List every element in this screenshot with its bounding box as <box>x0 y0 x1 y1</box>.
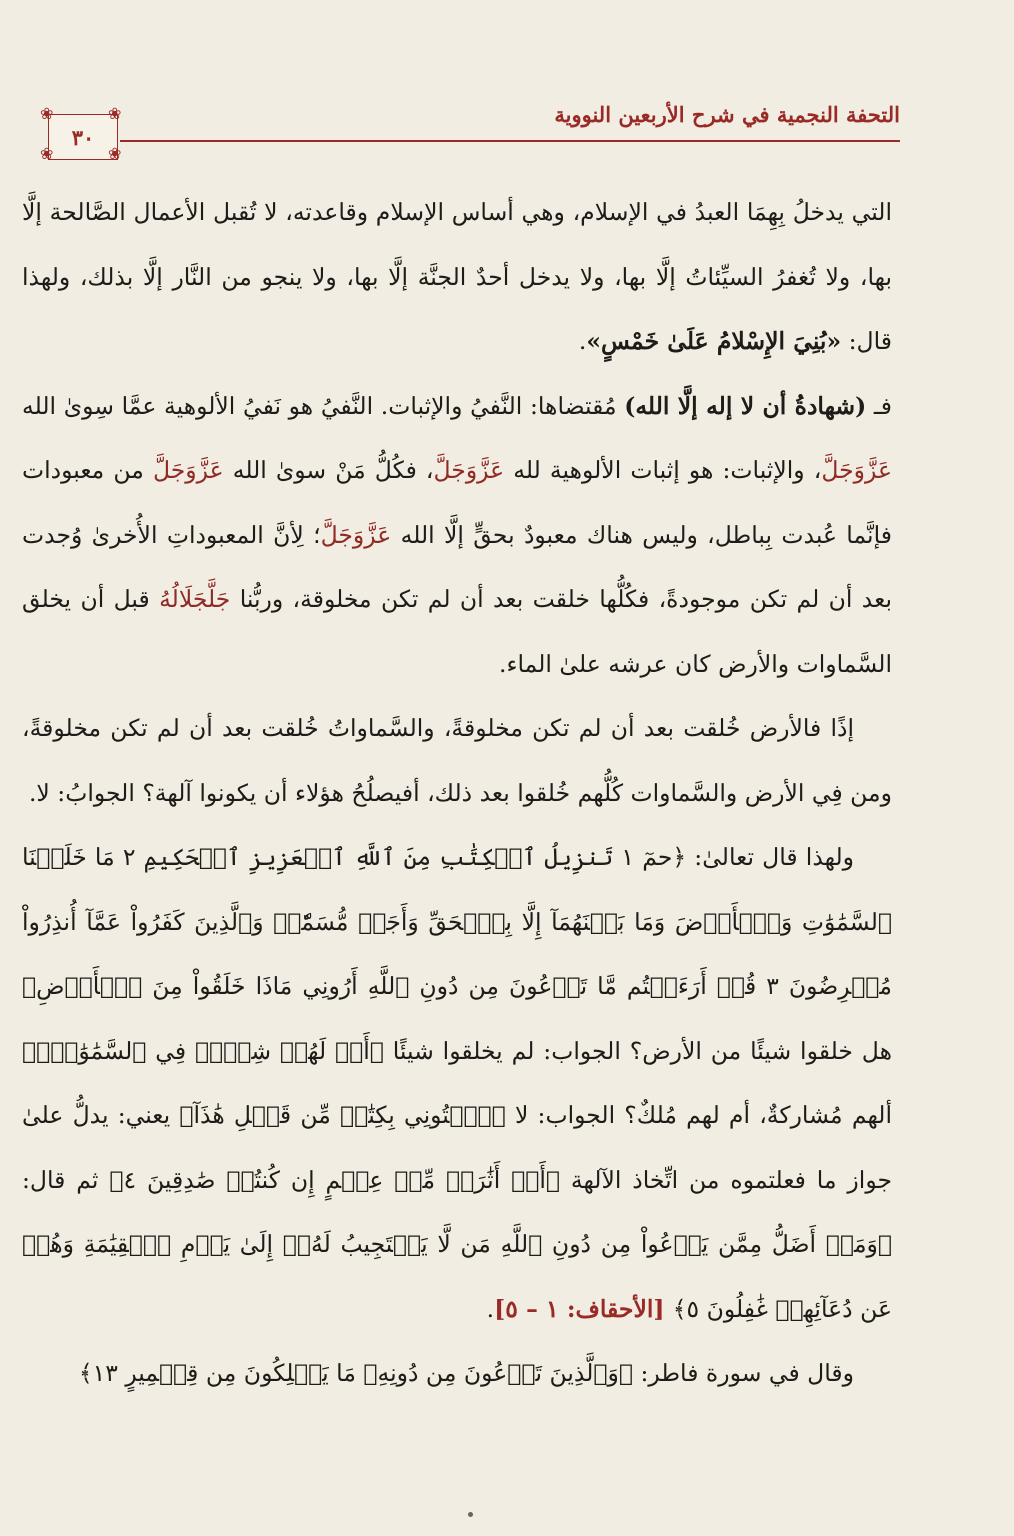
text-run: ولهذا قال تعالىٰ: <box>686 843 854 871</box>
paragraph <box>22 825 892 1341</box>
header-rule <box>120 140 900 142</box>
text-run: التي يدخلُ بِهِمَا العبدُ في الإسلام، وهي أساس الإسلام وقاعدته، لا تُقبل الأعمال الصَّالحة إلَّا بها، ولا تُغفرُ السيِّئاتُ إلَّا بها، ولا يدخل أحدٌ الجنَّة إلَّا بها، ولا ينجو من النَّار إلَّا بذلك، ولهذا قال: <box>22 198 892 355</box>
quran-verse: ﴿أَوۡ أَثَٰرَةٖ مِّنۡ عِلۡمٍ إِن كُنتُمۡ صَٰدِقِينَ ٤﴾ <box>109 1165 560 1194</box>
floral-ornament-icon: ❀ <box>40 144 54 163</box>
hadith-quote: «بُنِيَ الإِسْلامُ عَلَىٰ خَمْسٍ» <box>586 327 842 355</box>
page-body <box>22 180 892 1406</box>
text-run: ، فكُلُّ مَنْ سوىٰ الله <box>223 456 434 484</box>
text-run: ؛ لِأنَّ المعبوداتِ الأُخرىٰ وُجدت بعد أن لم تكن موجودةً، فكُلُّها خلقت بعد أن لم تكن مخلوقة، وربُّنا <box>22 520 892 613</box>
bold-phrase: (شهادةُ أن لا إله إلَّا الله) <box>624 391 867 420</box>
text-run: وقال في سورة فاطر: <box>633 1359 854 1387</box>
verse-reference: [الأحقاف: ١ – ٥] <box>494 1294 673 1323</box>
text-run: من معبودات فإنَّما عُبدت بِباطل، وليس هناك معبودٌ بحقٍّ إلَّا الله <box>22 456 892 549</box>
honorific-ligature: عَزَّوَجَلَّ <box>433 456 505 484</box>
paragraph <box>22 374 892 697</box>
text-run: قبل أن يخلق السَّماوات والأرض كان عرشه علىٰ الماء. <box>22 585 892 678</box>
paragraph <box>22 180 892 374</box>
running-title: التحفة النجمية في شرح الأربعين النووية <box>554 102 900 127</box>
paragraph <box>22 1341 892 1406</box>
text-run: ثم قال: <box>22 1165 110 1194</box>
floral-ornament-icon: ❀ <box>108 144 122 163</box>
text-run: ، والإثبات: هو إثبات الألوهية لله <box>504 456 822 484</box>
page-mark <box>468 1512 473 1517</box>
page-header <box>20 96 900 166</box>
quran-verse: ﴿ٱئۡتُونِي بِكِتَٰبٖ مِّن قَبۡلِ هَٰذَآ﴾ <box>179 1101 506 1129</box>
honorific-ligature: جَلَّجَلَالُهُ <box>159 585 231 613</box>
text-run: مُقتضاها: النَّفيُ والإثبات. النَّفيُ هو نَفيُ الألوهية عمَّا سِوىٰ الله <box>22 391 625 420</box>
honorific-ligature: عَزَّوَجَلَّ <box>821 456 892 484</box>
text-run: هل خلقوا شيئًا من الأرض؟ الجواب: لم يخلقوا شيئًا <box>383 1036 892 1065</box>
page-number: ٣٠ <box>71 124 95 150</box>
text-run: . <box>578 327 587 355</box>
quran-verse: ﴿وَمَنۡ أَضَلُّ مِمَّن يَدۡعُواْ مِن دُونِ ٱللَّهِ مَن لَّا يَسۡتَجِيبُ لَهُۥٓ إِلَىٰ يَوۡمِ ٱلۡقِيَٰمَةِ وَهُمۡ عَن دُعَآئِهِمۡ غَٰفِلُونَ ٥﴾ <box>22 1230 892 1323</box>
text-run: يعني: يدلُّ علىٰ جواز ما فعلتموه من اتِّخاذ الآلهة <box>22 1101 892 1194</box>
quran-verse: ﴿حمٓ ١ تَنزِيلُ ٱلۡكِتَٰبِ مِنَ ٱللَّهِ ٱلۡعَزِيزِ ٱلۡحَكِيمِ ٢ مَا خَلَقۡنَا ٱلسَّمَٰوَٰتِ وَٱلۡأَرۡضَ وَمَا بَيۡنَهُمَآ إِلَّا بِٱلۡحَقِّ وَأَجَلٖ مُّسَمّٗىۚ وَٱلَّذِينَ كَفَرُواْ عَمَّآ أُنذِرُواْ مُعۡرِضُونَ ٣ قُلۡ أَرَءَيۡتُم مَّا تَدۡعُونَ مِن دُونِ ٱللَّهِ أَرُونِي مَاذَا خَلَقُواْ مِنَ ٱلۡأَرۡضِ﴾ <box>22 843 892 1000</box>
text-run: ألهم مُشاركةٌ، أم لهم مُلكٌ؟ الجواب: لا <box>505 1101 892 1129</box>
floral-ornament-icon: ❀ <box>40 104 54 123</box>
honorific-ligature: عَزَّوَجَلَّ <box>152 456 224 484</box>
quran-verse: ﴿أَمۡ لَهُمۡ شِرۡكٞ فِي ٱلسَّمَٰوَٰتِۖ﴾ <box>22 1036 384 1065</box>
honorific-ligature: عَزَّوَجَلَّ <box>320 520 392 549</box>
text-run: فـ <box>866 391 892 420</box>
text-run: . <box>486 1294 495 1323</box>
floral-ornament-icon: ❀ <box>108 104 122 123</box>
quran-verse: ﴿وَٱلَّذِينَ تَدۡعُونَ مِن دُونِهِۦ مَا يَمۡلِكُونَ مِن قِطۡمِيرٍ ١٣﴾ <box>78 1359 633 1387</box>
paragraph: إذًا فالأرض خُلقت بعد أن لم تكن مخلوقةً، والسَّماواتُ خُلقت بعد أن لم تكن مخلوقةً، ومن فِي الأرض والسَّماوات كُلُّهم خُلقوا بعد ذلك، أفيصلُحُ هؤلاء أن يكونوا آلهة؟ الجوابُ: لا. <box>22 714 892 807</box>
